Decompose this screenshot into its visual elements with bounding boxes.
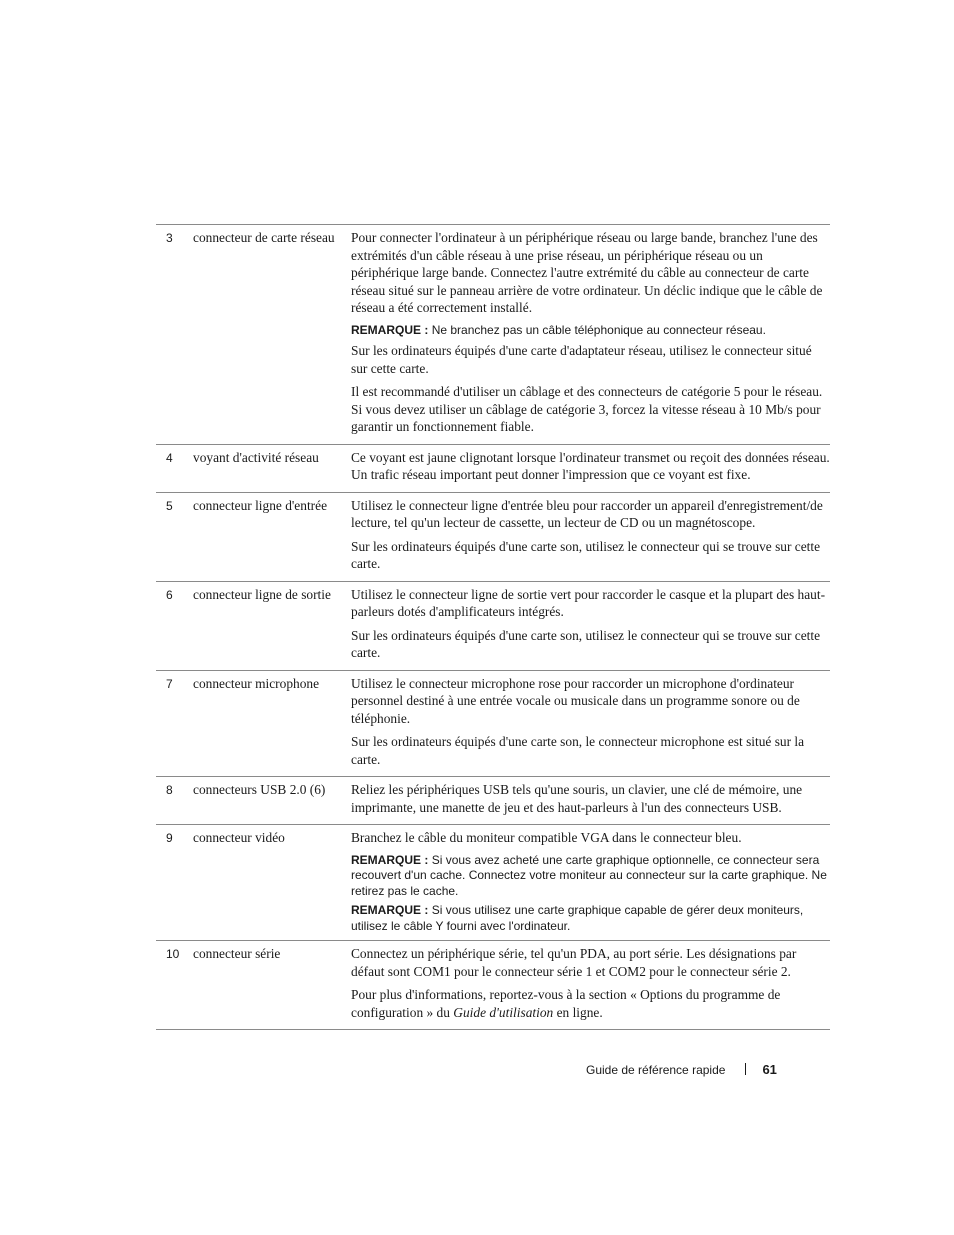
item-name: connecteur ligne d'entrée xyxy=(193,497,328,513)
description-paragraph: Ce voyant est jaune clignotant lorsque l'ordinateur transmet ou reçoit des données réseau. Un trafic réseau important peut donner l'impression que ce voyant est fixe. xyxy=(351,449,830,482)
note xyxy=(351,903,830,934)
note-label: REMARQUE : xyxy=(351,322,429,337)
item-number: 6 xyxy=(166,587,173,602)
table-row xyxy=(156,671,830,778)
description-paragraph: Sur les ordinateurs équipés d'une carte son, utilisez le connecteur qui se trouve sur cette carte. xyxy=(351,627,821,660)
item-name: connecteur ligne de sortie xyxy=(193,586,331,602)
description-paragraph: Sur les ordinateurs équipés d'une carte d'adaptateur réseau, utilisez le connecteur situé sur cette carte. xyxy=(351,343,812,376)
item-number: 8 xyxy=(166,783,173,797)
note-text: Si vous avez acheté une carte graphique optionnelle, ce connecteur sera recouvert d'un cache. Connectez votre moniteur au connecteur sur la carte graphique. Ne retirez pas le cache. xyxy=(351,852,827,898)
description-paragraph: Reliez les périphériques USB tels qu'une souris, un clavier, une clé de mémoire, une imprimante, une manette de jeu et des haut-parleurs à l'un des connecteurs USB. xyxy=(351,782,803,815)
item-number: 10 xyxy=(166,947,180,961)
item-name: connecteur série xyxy=(193,946,281,961)
table-row xyxy=(156,582,830,671)
description-paragraph: Branchez le câble du moniteur compatible VGA dans le connecteur bleu. xyxy=(351,830,742,845)
description-paragraph: Utilisez le connecteur microphone rose pour raccorder un microphone d'ordinateur personnel destiné à une entrée vocale ou musicale dans un programme sonore ou de téléphonie. xyxy=(351,675,800,726)
description-paragraph: Utilisez le connecteur ligne de sortie vert pour raccorder le casque et la plupart des haut-parleurs dotés d'amplificateurs intégrés. xyxy=(351,586,826,619)
item-name: connecteur microphone xyxy=(193,675,320,691)
description-paragraph: Pour connecter l'ordinateur à un périphérique réseau ou large bande, branchez l'une des extrémités d'un câble réseau à une prise réseau, un périphérique réseau ou un périphérique large bande. Connectez l'autre extrémité du câble au connecteur de carte réseau situé sur le panneau arrière de votre ordinateur. Un déclic indique que le câble de réseau a été correctement installé. xyxy=(351,230,823,315)
description-paragraph: Sur les ordinateurs équipés d'une carte son, le connecteur microphone est situé sur la carte. xyxy=(351,734,805,767)
item-number: 3 xyxy=(166,231,173,245)
table-row xyxy=(156,825,830,941)
footer-title: Guide de référence rapide xyxy=(586,1063,726,1077)
item-description xyxy=(351,781,830,822)
item-description xyxy=(351,829,830,938)
note-text: Ne branchez pas un câble téléphonique au connecteur réseau. xyxy=(431,322,766,337)
item-description xyxy=(351,675,830,775)
item-number: 4 xyxy=(166,450,173,465)
item-description xyxy=(351,945,830,1027)
item-description xyxy=(351,229,830,442)
item-name: connecteur de carte réseau xyxy=(193,230,335,245)
note-label: REMARQUE : xyxy=(351,903,429,917)
connector-table xyxy=(156,224,830,1030)
note-label: REMARQUE : xyxy=(351,852,429,867)
description-paragraph: Sur les ordinateurs équipés d'une carte son, utilisez le connecteur qui se trouve sur cette carte. xyxy=(351,538,821,571)
item-number: 9 xyxy=(166,831,173,845)
description-paragraph: Utilisez le connecteur ligne d'entrée bleu pour raccorder un appareil d'enregistrement/de lecture, tel qu'un lecteur de cassette, un lecteur de CD ou un magnétoscope. xyxy=(351,497,823,530)
description-paragraph xyxy=(351,986,830,1021)
table-row xyxy=(156,493,830,582)
table-row xyxy=(156,445,830,493)
item-number: 5 xyxy=(166,498,173,513)
table-row xyxy=(156,777,830,825)
item-name: connecteurs USB 2.0 (6) xyxy=(193,782,326,797)
item-name: connecteur vidéo xyxy=(193,830,285,845)
page-footer xyxy=(586,1062,777,1078)
paragraph-text: Pour plus d'informations, reportez-vous à la section « Options du programme de configuration » du xyxy=(351,987,781,1020)
note xyxy=(351,853,830,900)
note-text: Si vous utilisez une carte graphique capable de gérer deux moniteurs, utilisez le câble Y fourni avec l'ordinateur. xyxy=(351,903,804,933)
footer-separator xyxy=(745,1063,746,1075)
page-number: 61 xyxy=(762,1062,777,1077)
item-description xyxy=(351,586,830,668)
paragraph-text: en ligne. xyxy=(553,1004,603,1020)
guide-title-reference: Guide d'utilisation xyxy=(453,1004,554,1020)
note xyxy=(351,323,830,339)
item-name: voyant d'activité réseau xyxy=(193,449,319,465)
table-row xyxy=(156,225,830,445)
table-row xyxy=(156,941,830,1030)
description-paragraph: Il est recommandé d'utiliser un câblage et des connecteurs de catégorie 5 pour le réseau. Si vous devez utiliser un câblage de catégorie 3, forcez la vitesse réseau à 10 Mb/s pour garantir un fonctionnement fiable. xyxy=(351,384,823,434)
item-description xyxy=(351,449,830,490)
item-number: 7 xyxy=(166,676,173,691)
description-paragraph: Connectez un périphérique série, tel qu'un PDA, au port série. Les désignations par défaut sont COM1 pour le connecteur série 1 et COM2 pour le connecteur série 2. xyxy=(351,946,797,979)
item-description xyxy=(351,497,830,579)
